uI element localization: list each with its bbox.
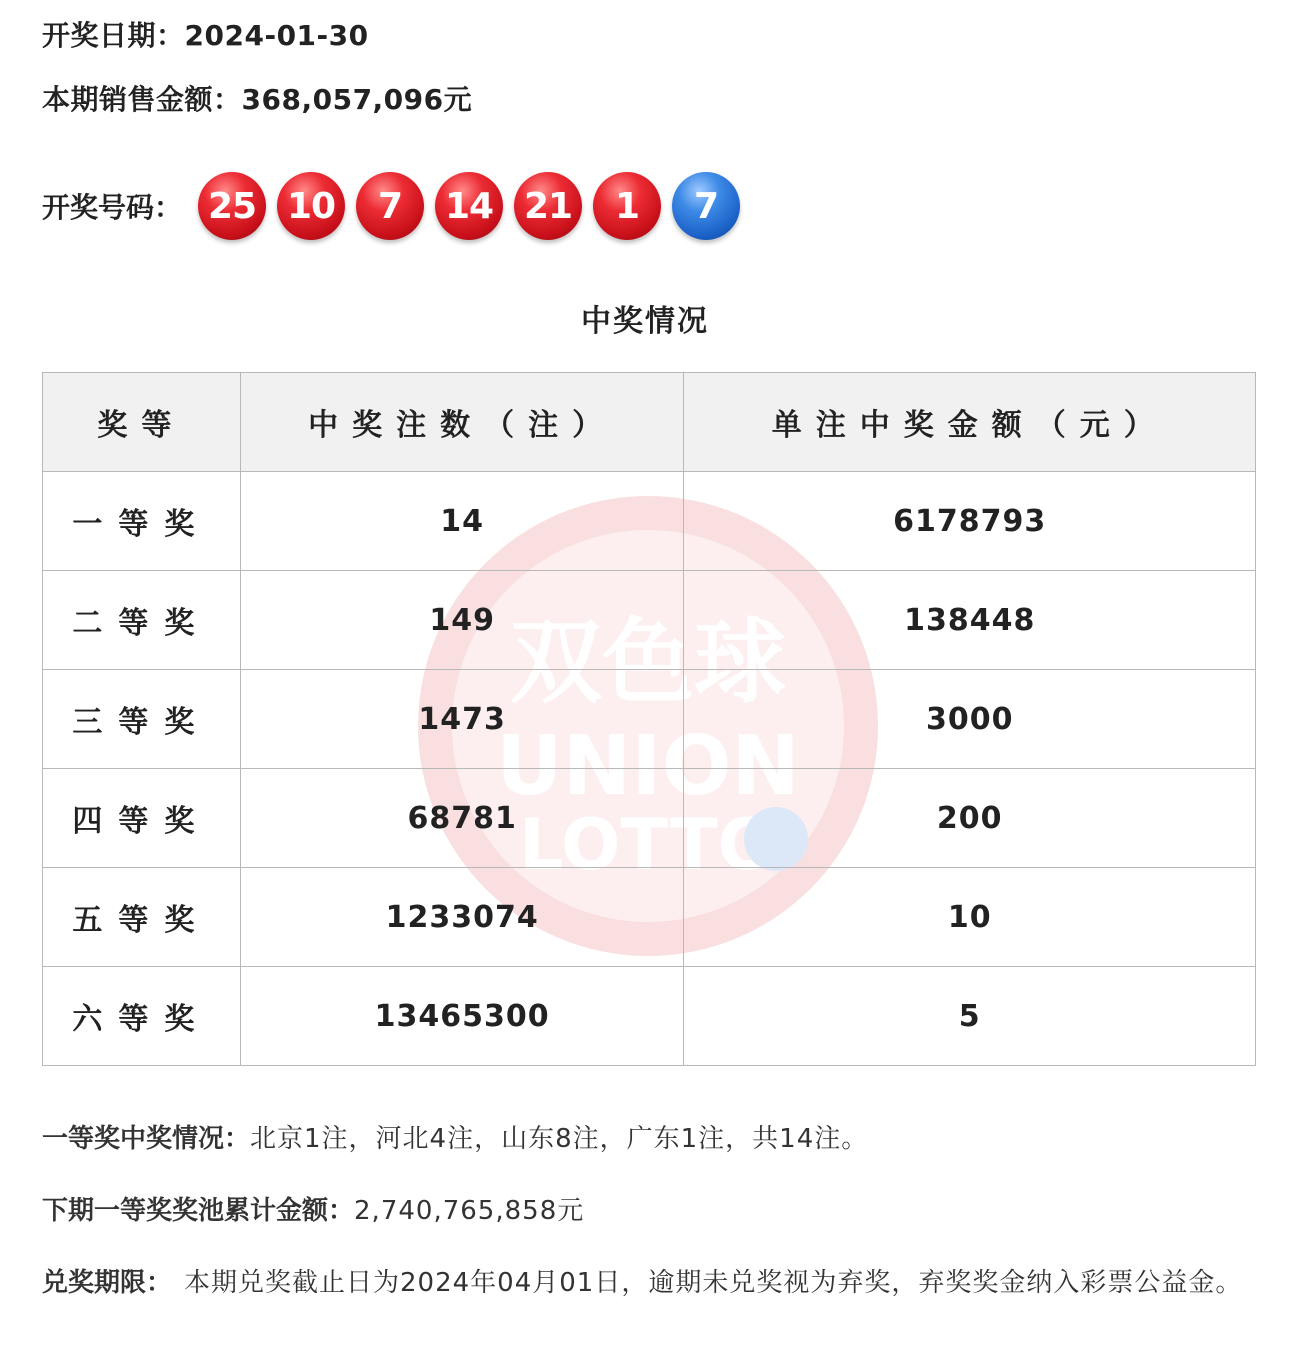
winner-count: 13465300 bbox=[240, 967, 684, 1066]
prize-table bbox=[42, 372, 1256, 1066]
draw-date-value: 2024-01-30 bbox=[184, 19, 369, 52]
table-row bbox=[43, 571, 1256, 670]
first-prize-info bbox=[42, 1118, 868, 1155]
winner-count: 1233074 bbox=[240, 868, 684, 967]
table-row bbox=[43, 472, 1256, 571]
prize-amount: 10 bbox=[684, 868, 1256, 967]
first-prize-info-value: 北京1注，河北4注，山东8注，广东1注，共14注。 bbox=[250, 1124, 869, 1154]
table-row bbox=[43, 670, 1256, 769]
watermark-line1: 双色球 bbox=[509, 609, 787, 716]
red-ball: 7 bbox=[356, 172, 424, 240]
winning-numbers-label: 开奖号码： bbox=[42, 191, 183, 224]
prize-level: 五等奖 bbox=[43, 868, 241, 967]
red-ball: 1 bbox=[593, 172, 661, 240]
winner-count: 1473 bbox=[240, 670, 684, 769]
prize-amount: 5 bbox=[684, 967, 1256, 1066]
claim-deadline-label: 兑奖期限： bbox=[42, 1268, 173, 1298]
prize-level: 六等奖 bbox=[43, 967, 241, 1066]
prize-amount: 200 bbox=[684, 769, 1256, 868]
ball-row bbox=[198, 172, 751, 240]
table-header-row bbox=[43, 373, 1256, 472]
header-level: 奖等 bbox=[43, 373, 241, 472]
jackpot-info-label: 下期一等奖奖池累计金额： bbox=[42, 1196, 355, 1226]
watermark-line3: LOTTO bbox=[518, 804, 778, 886]
prize-amount: 138448 bbox=[684, 571, 1256, 670]
prize-level: 四等奖 bbox=[43, 769, 241, 868]
claim-deadline-value: 本期兑奖截止日为2024年04月01日，逾期未兑奖视为弃奖，弃奖奖金纳入彩票公益金。 bbox=[184, 1268, 1243, 1298]
prize-amount: 3000 bbox=[684, 670, 1256, 769]
prize-amount: 6178793 bbox=[684, 472, 1256, 571]
winner-count: 14 bbox=[240, 472, 684, 571]
red-ball: 14 bbox=[435, 172, 503, 240]
table-row bbox=[43, 967, 1256, 1066]
jackpot-info-value: 2,740,765,858元 bbox=[354, 1196, 585, 1226]
sales-amount-label: 本期销售金额： bbox=[42, 83, 242, 116]
prize-level: 一等奖 bbox=[43, 472, 241, 571]
sales-amount-value: 368,057,096元 bbox=[241, 83, 473, 116]
table-row bbox=[43, 868, 1256, 967]
section-title: 中奖情况 bbox=[581, 304, 709, 339]
winning-numbers bbox=[42, 170, 751, 242]
jackpot-info bbox=[42, 1190, 584, 1227]
claim-deadline bbox=[42, 1262, 1262, 1304]
header-amount: 单注中奖金额（元） bbox=[684, 373, 1256, 472]
red-ball: 10 bbox=[277, 172, 345, 240]
sales-amount bbox=[42, 78, 472, 118]
prize-level: 二等奖 bbox=[43, 571, 241, 670]
winner-count: 149 bbox=[240, 571, 684, 670]
winner-count: 68781 bbox=[240, 769, 684, 868]
red-ball: 21 bbox=[514, 172, 582, 240]
watermark-line2: UNION bbox=[495, 719, 801, 814]
blue-ball: 7 bbox=[672, 172, 740, 240]
draw-date bbox=[42, 14, 369, 54]
draw-date-label: 开奖日期： bbox=[42, 19, 185, 52]
first-prize-info-label: 一等奖中奖情况： bbox=[42, 1124, 251, 1154]
table-row bbox=[43, 769, 1256, 868]
red-ball: 25 bbox=[198, 172, 266, 240]
header-count: 中奖注数（注） bbox=[240, 373, 684, 472]
prize-level: 三等奖 bbox=[43, 670, 241, 769]
